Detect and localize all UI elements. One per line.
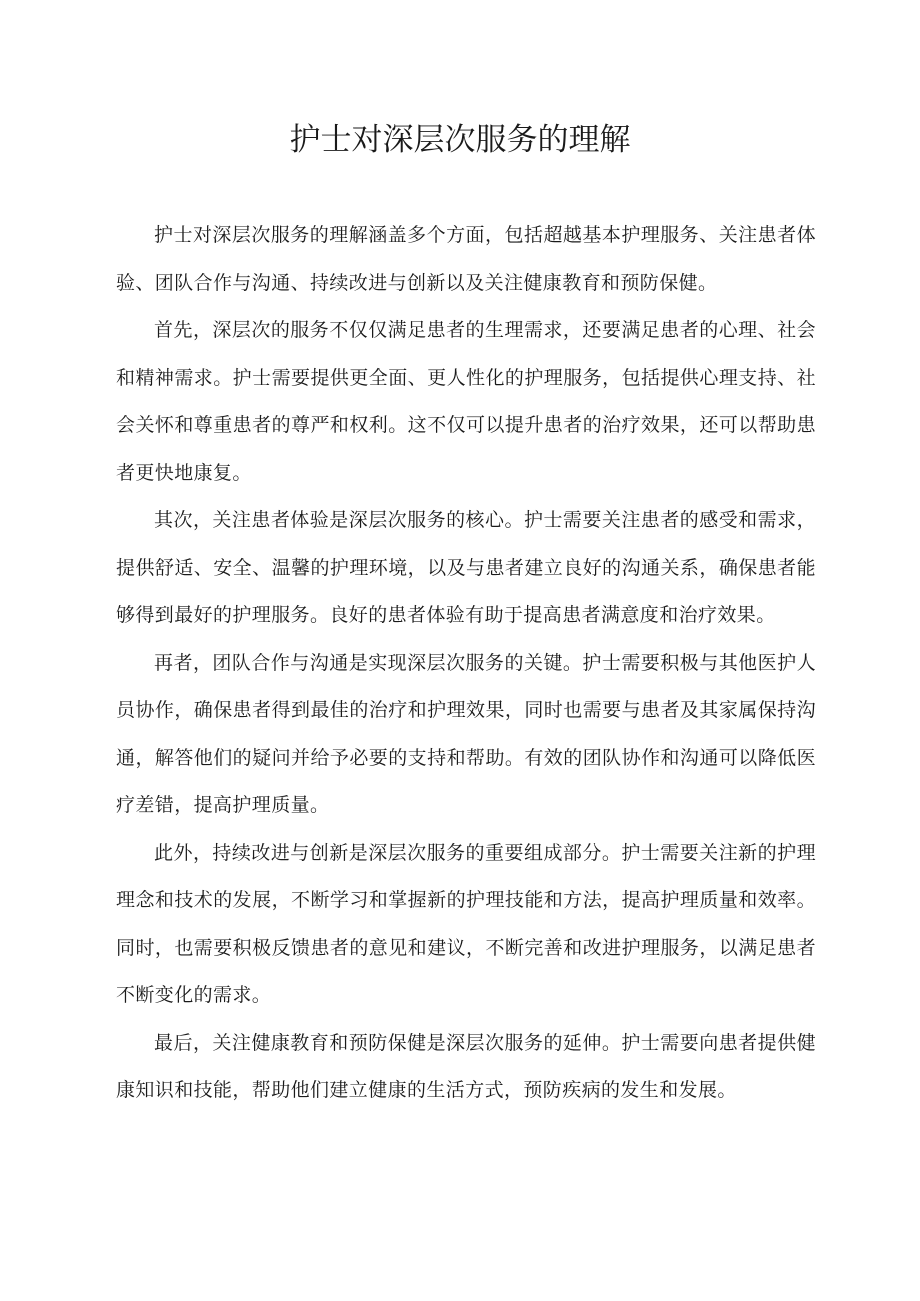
document-body (116, 212, 816, 1115)
document-title: 护士对深层次服务的理解 (289, 122, 631, 158)
paragraph-second: 其次，关注患者体验是深层次服务的核心。护士需要关注患者的感受和需求，提供舒适、安全、温馨的护理环境，以及与患者建立良好的沟通关系，确保患者能够得到最好的护理服务。良好的患者体验有助于提高患者满意度和治疗效果。 (116, 509, 816, 626)
paragraph-last: 最后，关注健康教育和预防保健是深层次服务的延伸。护士需要向患者提供健康知识和技能，帮助他们建立健康的生活方式，预防疾病的发生和发展。 (116, 1031, 816, 1101)
paragraph-first: 首先，深层次的服务不仅仅满足患者的生理需求，还要满足患者的心理、社会和精神需求。护士需要提供更全面、更人性化的护理服务，包括提供心理支持、社会关怀和尊重患者的尊严和权利。这不仅可以提升患者的治疗效果，还可以帮助患者更快地康复。 (116, 319, 816, 484)
paragraph-intro: 护士对深层次服务的理解涵盖多个方面，包括超越基本护理服务、关注患者体验、团队合作与沟通、持续改进与创新以及关注健康教育和预防保健。 (116, 224, 816, 294)
paragraph-fourth: 此外，持续改进与创新是深层次服务的重要组成部分。护士需要关注新的护理理念和技术的发展，不断学习和掌握新的护理技能和方法，提高护理质量和效率。同时，也需要积极反馈患者的意见和建议，不断完善和改进护理服务，以满足患者不断变化的需求。 (116, 841, 816, 1006)
paragraph-third: 再者，团队合作与沟通是实现深层次服务的关键。护士需要积极与其他医护人员协作，确保患者得到最佳的治疗和护理效果，同时也需要与患者及其家属保持沟通，解答他们的疑问并给予必要的支持和帮助。有效的团队协作和沟通可以降低医疗差错，提高护理质量。 (116, 651, 816, 816)
